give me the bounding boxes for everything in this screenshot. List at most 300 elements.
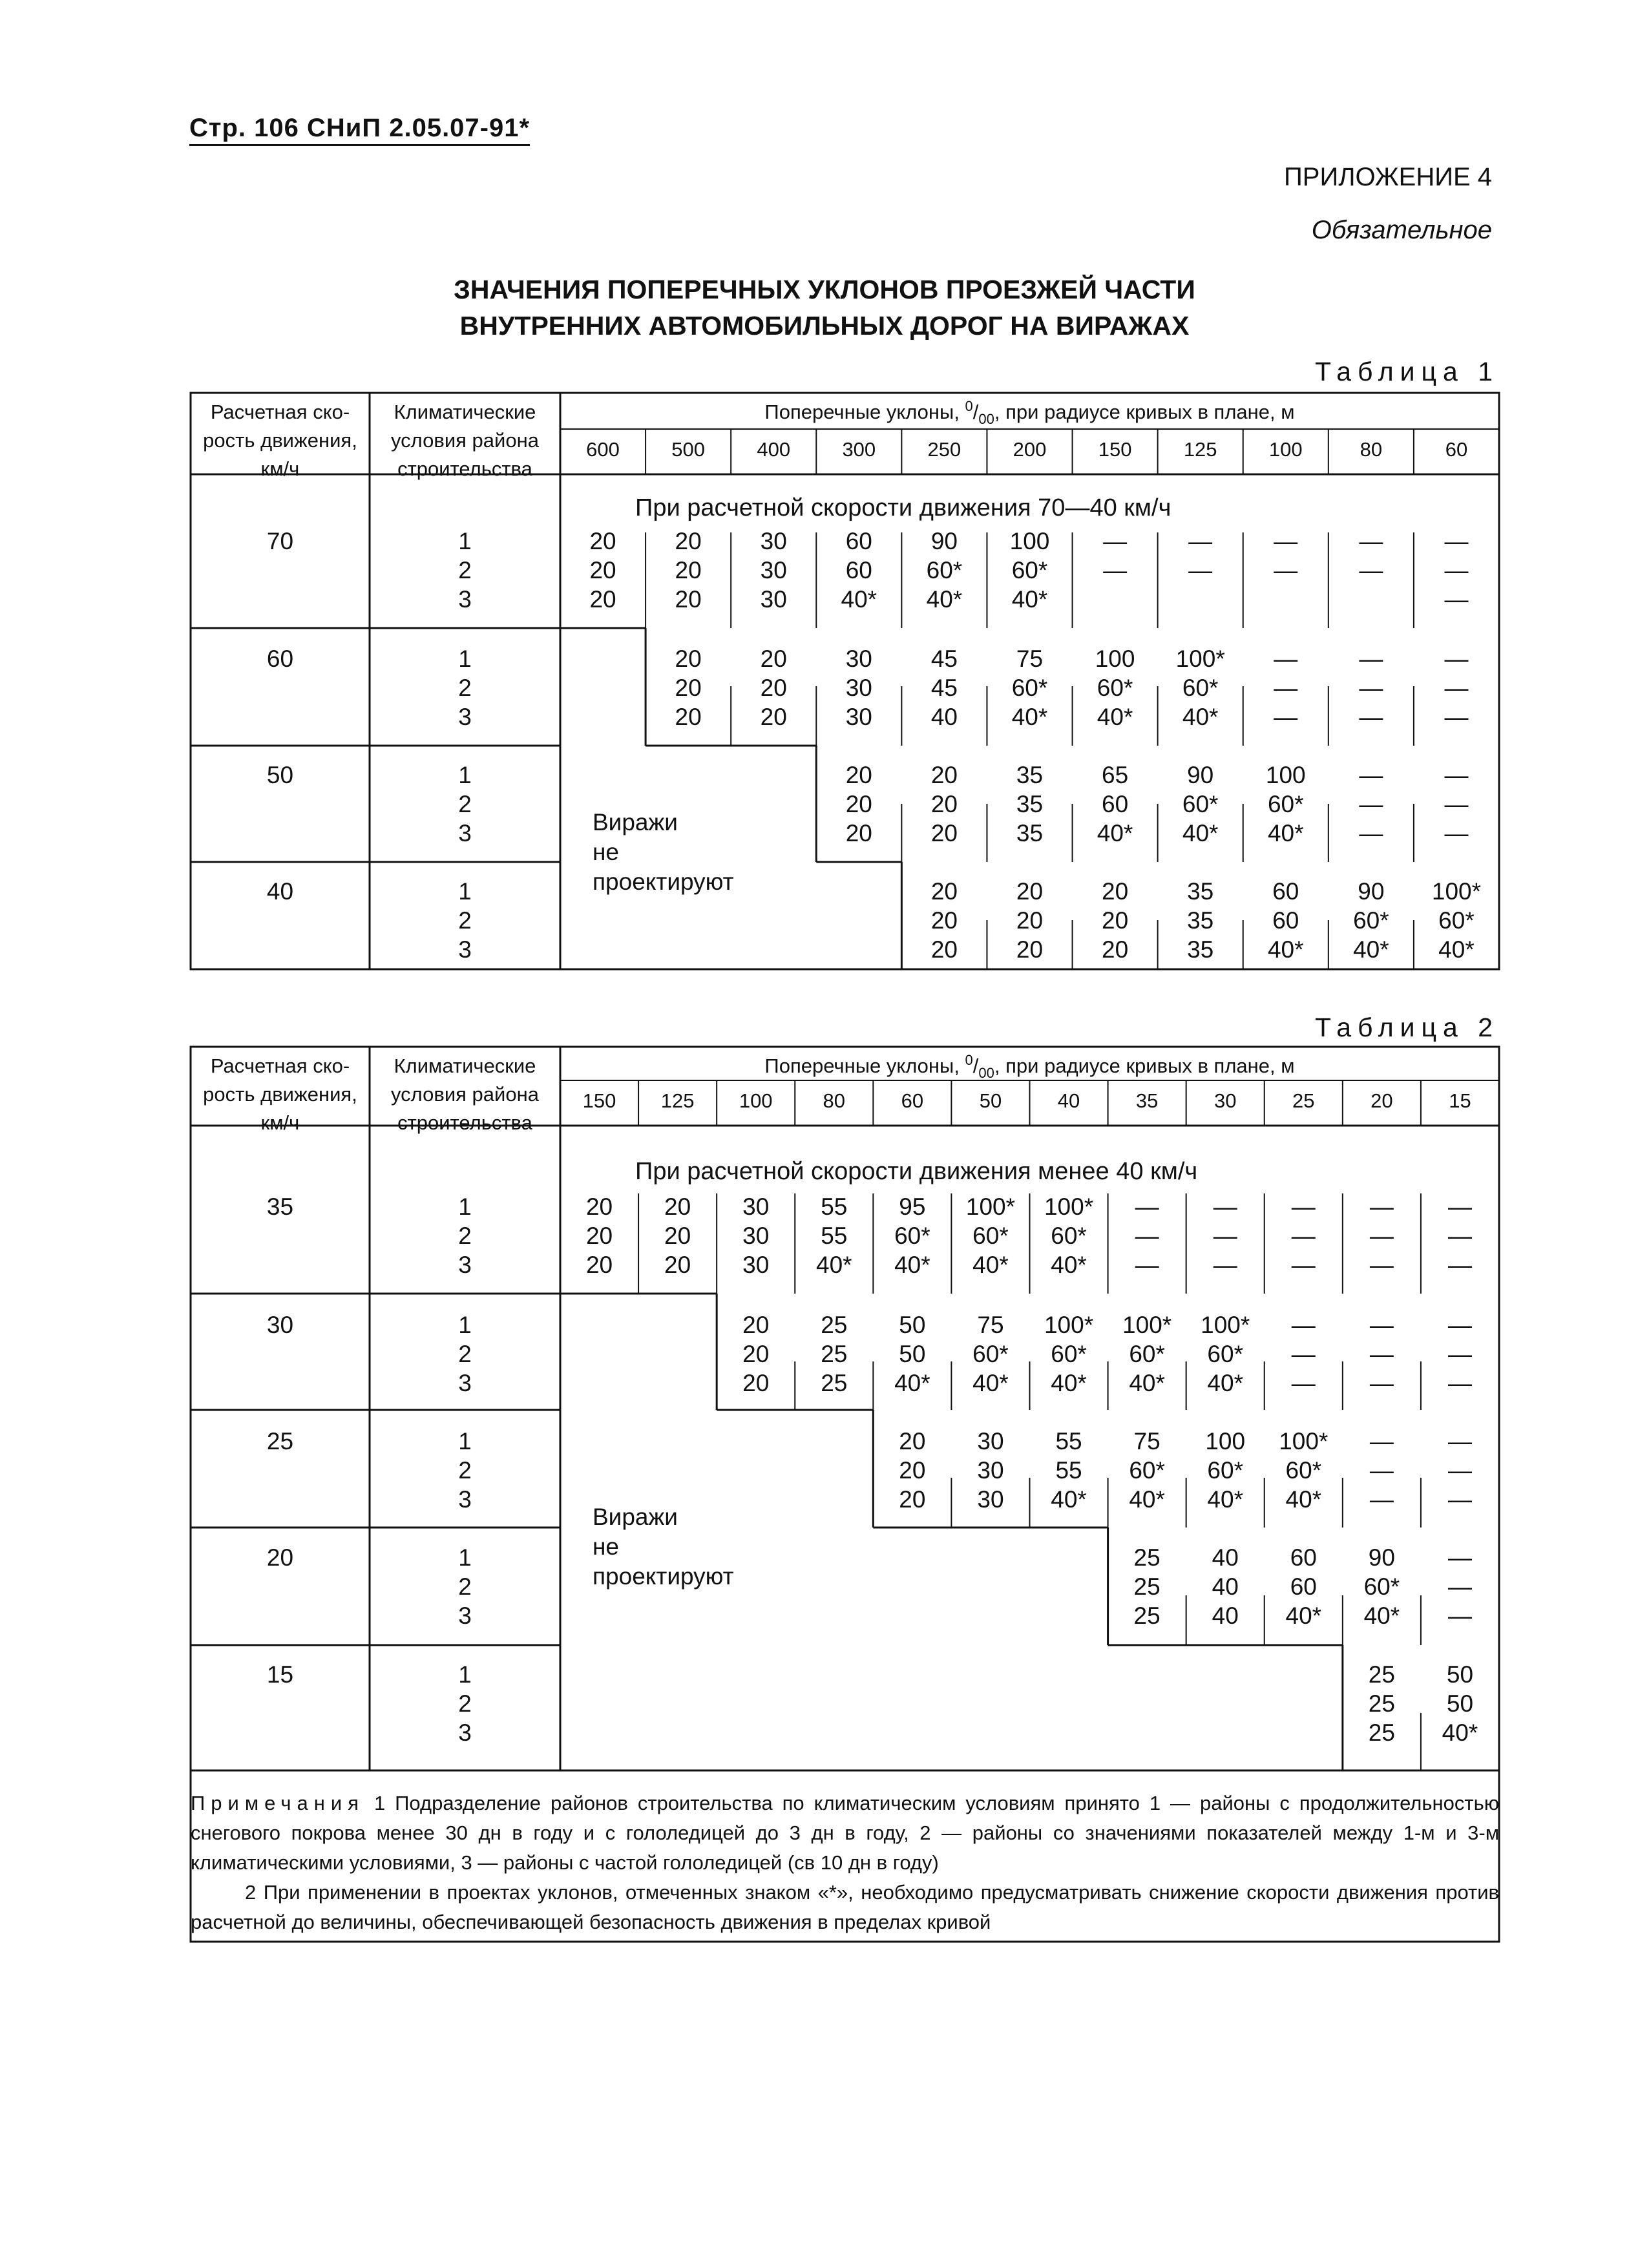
slope-value: 20 — [930, 791, 958, 817]
slope-value: 40 — [1212, 1544, 1239, 1571]
slope-value: — — [1444, 762, 1469, 788]
speed-value: 60 — [266, 646, 294, 672]
climate-zone: 2 — [458, 1573, 472, 1600]
slope-value: — — [1213, 1223, 1237, 1249]
slope-value: 40 — [930, 704, 958, 730]
speed-value: 40 — [266, 878, 294, 905]
note-2: 2 При применении в проектах уклонов, отмеченных знаком «*», необходимо предусматривать снижение скорости движения против расчетной до величины, обеспечивающей безопасность движения в пределах кривой — [191, 1881, 1499, 1933]
climate-zone: 3 — [458, 936, 472, 963]
climate-header: Климатические — [394, 1055, 536, 1077]
slope-value: 30 — [845, 675, 872, 701]
table1-section-title: При расчетной скорости движения 70—40 км/ч — [635, 494, 1171, 521]
slope-value: — — [1369, 1193, 1394, 1220]
slope-value: 20 — [589, 557, 616, 583]
slope-value: — — [1447, 1312, 1472, 1338]
slope-value: — — [1444, 704, 1469, 730]
slope-value: — — [1359, 557, 1383, 583]
slope-value: 40* — [1363, 1602, 1400, 1629]
slope-value: — — [1188, 528, 1213, 554]
slope-value: 20 — [845, 762, 872, 788]
slope-value: 60* — [972, 1223, 1009, 1249]
slope-value: 20 — [1016, 878, 1044, 905]
slope-value: 20 — [664, 1193, 691, 1220]
slope-value: 30 — [742, 1223, 770, 1249]
radius-header: 60 — [901, 1089, 924, 1112]
climate-zone: 1 — [458, 646, 472, 672]
climate-zone: 3 — [458, 1719, 472, 1746]
slope-value: — — [1369, 1252, 1394, 1278]
slope-value: 20 — [930, 878, 958, 905]
radius-header: 250 — [927, 438, 961, 461]
radius-header: 80 — [1360, 438, 1383, 461]
climate-header: условия района — [391, 429, 539, 452]
slope-value: 20 — [1016, 907, 1044, 934]
slope-value: 25 — [1133, 1573, 1161, 1600]
slope-value: — — [1447, 1486, 1472, 1513]
slope-value: 100 — [1009, 528, 1050, 554]
slope-value: — — [1447, 1252, 1472, 1278]
climate-zone: 1 — [458, 762, 472, 788]
slope-value: 40* — [1011, 586, 1048, 613]
slope-value: — — [1369, 1486, 1394, 1513]
slope-value: 40* — [1207, 1370, 1243, 1396]
slope-value: 20 — [675, 557, 702, 583]
slope-value: 100* — [1044, 1193, 1094, 1220]
slope-value: 100* — [1431, 878, 1482, 905]
slope-value: 35 — [1187, 936, 1214, 963]
climate-zone: 2 — [458, 675, 472, 701]
climate-zone: 3 — [458, 1602, 472, 1629]
speed-header: Расчетная ско- — [210, 1055, 350, 1077]
slope-value: 25 — [821, 1341, 848, 1367]
slope-value: 50 — [1446, 1661, 1474, 1688]
slope-value: 40* — [972, 1370, 1009, 1396]
slope-value: 40* — [1182, 820, 1219, 846]
slope-value: 35 — [1187, 878, 1214, 905]
slope-value: 60* — [1353, 907, 1389, 934]
slope-value: — — [1444, 820, 1469, 846]
slope-value: 60* — [1051, 1223, 1087, 1249]
slope-value: — — [1444, 646, 1469, 672]
slope-value: 60* — [1129, 1341, 1165, 1367]
slope-value: 60* — [1129, 1457, 1165, 1484]
slope-value: 30 — [845, 704, 872, 730]
slope-value: 40* — [841, 586, 877, 613]
slope-value: 35 — [1016, 762, 1044, 788]
slope-value: 40 — [1212, 1602, 1239, 1629]
slope-value: 45 — [930, 646, 958, 672]
slope-value: 65 — [1102, 762, 1129, 788]
speed-header: км/ч — [260, 457, 300, 480]
slope-value: 90 — [1187, 762, 1214, 788]
slope-value: 30 — [760, 557, 787, 583]
climate-header: Климатические — [394, 401, 536, 423]
speed-header: Расчетная ско- — [210, 401, 350, 423]
radius-header: 200 — [1013, 438, 1047, 461]
slope-value: 20 — [742, 1341, 770, 1367]
slope-value: 30 — [977, 1486, 1004, 1513]
slope-value: — — [1447, 1370, 1472, 1396]
notes-block — [191, 1789, 1499, 1937]
slope-value: — — [1188, 557, 1213, 583]
slope-value: 20 — [675, 704, 702, 730]
slope-value: 25 — [1368, 1690, 1395, 1717]
slope-value: 20 — [930, 820, 958, 846]
slope-value: 25 — [821, 1370, 848, 1396]
slope-value: — — [1447, 1457, 1472, 1484]
radius-header: 100 — [1268, 438, 1303, 461]
slope-value: 20 — [1016, 936, 1044, 963]
slope-value: 20 — [899, 1428, 926, 1454]
slope-value: 75 — [1016, 646, 1044, 672]
slope-value: 40* — [1097, 704, 1133, 730]
slope-value: 60* — [1207, 1457, 1243, 1484]
climate-header: строительства — [397, 457, 532, 480]
speed-value: 25 — [266, 1428, 294, 1454]
slope-value: — — [1291, 1341, 1316, 1367]
slope-value: 40* — [1442, 1719, 1478, 1746]
speed-value: 20 — [266, 1544, 294, 1571]
radius-header: 300 — [842, 438, 876, 461]
climate-zone: 2 — [458, 791, 472, 817]
slope-value: — — [1447, 1544, 1472, 1571]
slope-value: 60 — [1102, 791, 1129, 817]
slope-value: 40* — [926, 586, 963, 613]
no-banking-text: проектируют — [593, 868, 734, 895]
slope-value: 20 — [585, 1252, 613, 1278]
slope-value: 20 — [899, 1457, 926, 1484]
speed-value: 35 — [266, 1193, 294, 1220]
slope-value: 20 — [742, 1370, 770, 1396]
no-banking-text: Виражи — [593, 809, 678, 835]
slope-value: 50 — [899, 1312, 926, 1338]
slope-value: — — [1369, 1312, 1394, 1338]
slope-value: 20 — [760, 646, 787, 672]
slope-value: 100* — [965, 1193, 1016, 1220]
climate-header: условия района — [391, 1083, 539, 1106]
slope-value: 45 — [930, 675, 958, 701]
slope-value: 60 — [1272, 878, 1299, 905]
slope-value: 20 — [760, 704, 787, 730]
slope-value: — — [1274, 646, 1298, 672]
slope-value: — — [1359, 646, 1383, 672]
no-banking-text: не — [593, 1533, 620, 1560]
slope-value: 40 — [1212, 1573, 1239, 1600]
slope-value: 40* — [816, 1252, 852, 1278]
slope-value: 20 — [845, 791, 872, 817]
slope-value: — — [1135, 1223, 1159, 1249]
slope-value: — — [1444, 528, 1469, 554]
slope-value: 40* — [1051, 1370, 1087, 1396]
radius-header: 40 — [1057, 1089, 1080, 1112]
slope-value: 50 — [1446, 1690, 1474, 1717]
slope-value: 30 — [977, 1428, 1004, 1454]
slope-value: 20 — [930, 936, 958, 963]
slope-value: 20 — [845, 820, 872, 846]
climate-zone: 1 — [458, 1193, 472, 1220]
slope-value: — — [1444, 586, 1469, 613]
slope-value: 60 — [845, 528, 872, 554]
slope-value: 40* — [894, 1370, 930, 1396]
climate-zone: 2 — [458, 1690, 472, 1717]
slope-value: 20 — [585, 1193, 613, 1220]
appendix-status: Обязательное — [1311, 216, 1492, 244]
slope-value: 30 — [742, 1193, 770, 1220]
slope-value: 40* — [1051, 1252, 1087, 1278]
slope-value: 90 — [1368, 1544, 1395, 1571]
slope-value: 100* — [1279, 1428, 1329, 1454]
slope-value: 60 — [1290, 1544, 1317, 1571]
speed-header: рость движения, — [203, 1083, 357, 1106]
table2-frame — [191, 1047, 1499, 1770]
slope-value: 60* — [1097, 675, 1133, 701]
slope-value: 40* — [1182, 704, 1219, 730]
slope-value: — — [1291, 1312, 1316, 1338]
slope-value: 60* — [1051, 1341, 1087, 1367]
appendix-label: ПРИЛОЖЕНИЕ 4 — [1284, 163, 1492, 191]
slope-value: — — [1103, 528, 1128, 554]
climate-zone: 2 — [458, 907, 472, 934]
slope-value: 40* — [1438, 936, 1475, 963]
radius-header: 15 — [1449, 1089, 1471, 1112]
no-banking-text: проектируют — [593, 1563, 734, 1590]
slope-value: 20 — [930, 762, 958, 788]
slope-value: 100 — [1265, 762, 1306, 788]
slope-value: — — [1274, 528, 1298, 554]
slope-value: 40* — [894, 1252, 930, 1278]
slope-value: 40* — [1285, 1486, 1322, 1513]
climate-zone: 1 — [458, 1661, 472, 1688]
slope-value: 60 — [1290, 1573, 1317, 1600]
radius-header: 50 — [979, 1089, 1002, 1112]
climate-zone: 2 — [458, 557, 472, 583]
slope-value: — — [1447, 1341, 1472, 1367]
speed-value: 30 — [266, 1312, 294, 1338]
slope-value: 100 — [1095, 646, 1135, 672]
slope-value: 40* — [1129, 1370, 1165, 1396]
slope-value: — — [1359, 820, 1383, 846]
slope-value: — — [1135, 1252, 1159, 1278]
slope-value: — — [1135, 1193, 1159, 1220]
slope-value: 100* — [1122, 1312, 1172, 1338]
slope-value: 60* — [972, 1341, 1009, 1367]
slope-value: — — [1447, 1428, 1472, 1454]
slope-value: 40* — [1097, 820, 1133, 846]
slope-value: 55 — [821, 1193, 848, 1220]
slope-value: 25 — [821, 1312, 848, 1338]
slope-value: 40* — [1285, 1602, 1322, 1629]
slope-value: 40* — [1353, 936, 1389, 963]
no-banking-text: Виражи — [593, 1504, 678, 1530]
slope-value: 30 — [760, 528, 787, 554]
slope-value: 40* — [1267, 936, 1304, 963]
slope-value: — — [1369, 1341, 1394, 1367]
slope-value: 20 — [1102, 878, 1129, 905]
slope-value: — — [1213, 1252, 1237, 1278]
radius-header: 20 — [1371, 1089, 1393, 1112]
slope-value: 40* — [1267, 820, 1304, 846]
slope-value: — — [1359, 762, 1383, 788]
slope-value: — — [1369, 1428, 1394, 1454]
slope-value: 100 — [1205, 1428, 1246, 1454]
no-banking-text: не — [593, 839, 620, 865]
climate-header: строительства — [397, 1111, 532, 1134]
climate-zone: 3 — [458, 1486, 472, 1513]
slope-value: 90 — [1358, 878, 1385, 905]
note-1-text: 1 Подразделение районов строительства по климатическим условиям принято 1 — районы с продолжительностью снегового покрова менее 30 дн в году и с гололедицей до 3 дн в году, 2 — районы со значениями показателей между 1-м и 3-м климатическими условиями, 3 — районы с частой гололедицей (св 10 дн в году) — [191, 1792, 1499, 1874]
slope-value: 60* — [1438, 907, 1475, 934]
table1-frame — [191, 393, 1499, 969]
slope-value: — — [1103, 557, 1128, 583]
slope-value: 20 — [664, 1252, 691, 1278]
slope-value: 60* — [1363, 1573, 1400, 1600]
speed-value: 70 — [266, 528, 294, 554]
radius-header: 150 — [1098, 438, 1132, 461]
slope-value: — — [1291, 1223, 1316, 1249]
slope-value: — — [1274, 675, 1298, 701]
note-1 — [191, 1789, 1499, 1878]
climate-zone: 1 — [458, 1544, 472, 1571]
climate-zone: 2 — [458, 1341, 472, 1367]
slope-value: 20 — [664, 1223, 691, 1249]
slope-value: — — [1447, 1602, 1472, 1629]
slope-value: 60* — [1011, 675, 1048, 701]
slope-value: — — [1291, 1193, 1316, 1220]
radius-header: 500 — [671, 438, 706, 461]
slope-value: — — [1444, 675, 1469, 701]
slope-value: — — [1444, 791, 1469, 817]
title-line-1: ЗНАЧЕНИЯ ПОПЕРЕЧНЫХ УКЛОНОВ ПРОЕЗЖЕЙ ЧАСТИ — [454, 275, 1195, 304]
climate-zone: 1 — [458, 528, 472, 554]
slope-value: 60 — [845, 557, 872, 583]
slope-value: 30 — [977, 1457, 1004, 1484]
table1-label: Таблица 1 — [1315, 357, 1499, 386]
slope-value: 100* — [1175, 646, 1225, 672]
slope-value: 60 — [1272, 907, 1299, 934]
slope-value: 75 — [1133, 1428, 1161, 1454]
slope-value: 35 — [1016, 791, 1044, 817]
slope-value: 20 — [675, 646, 702, 672]
climate-zone: 3 — [458, 1370, 472, 1396]
radius-header: 600 — [586, 438, 620, 461]
slope-value: — — [1447, 1223, 1472, 1249]
slope-value: 100* — [1201, 1312, 1250, 1338]
slope-value: 20 — [1102, 907, 1129, 934]
climate-zone: 2 — [458, 1457, 472, 1484]
slope-value: — — [1369, 1223, 1394, 1249]
slope-value: — — [1359, 704, 1383, 730]
slope-value: — — [1291, 1370, 1316, 1396]
slope-value: — — [1359, 675, 1383, 701]
climate-zone: 1 — [458, 878, 472, 905]
slope-value: 25 — [1133, 1602, 1161, 1629]
slopes-header: Поперечные уклоны, $^0/_{00}$, при радиусе кривых в плане, м — [764, 1052, 1295, 1081]
radius-header: 125 — [1183, 438, 1217, 461]
slope-value: — — [1359, 791, 1383, 817]
slope-value: 55 — [1055, 1457, 1082, 1484]
slope-value: 25 — [1133, 1544, 1161, 1571]
slope-value: 60* — [1267, 791, 1304, 817]
slope-value: 100* — [1044, 1312, 1094, 1338]
climate-zone: 3 — [458, 820, 472, 846]
notes-label: Примечания — [191, 1792, 364, 1814]
slope-value: — — [1274, 704, 1298, 730]
climate-zone: 1 — [458, 1428, 472, 1454]
radius-header: 80 — [823, 1089, 846, 1112]
slope-value: 35 — [1187, 907, 1214, 934]
slope-value: 30 — [760, 586, 787, 613]
radius-header: 60 — [1445, 438, 1468, 461]
slope-value: 60* — [894, 1223, 930, 1249]
slope-value: 55 — [1055, 1428, 1082, 1454]
slope-value: 40* — [972, 1252, 1009, 1278]
radius-header: 30 — [1213, 1089, 1237, 1112]
radius-header: 125 — [660, 1089, 695, 1112]
slope-value: 20 — [589, 586, 616, 613]
slope-value: 60* — [1011, 557, 1048, 583]
slope-value: 20 — [930, 907, 958, 934]
slope-value: — — [1359, 528, 1383, 554]
slope-value: 20 — [899, 1486, 926, 1513]
radius-header: 100 — [739, 1089, 773, 1112]
slope-value: — — [1291, 1252, 1316, 1278]
slope-value: 75 — [977, 1312, 1004, 1338]
slope-value: 60* — [1182, 675, 1219, 701]
slope-value: — — [1274, 557, 1298, 583]
slope-value: 90 — [930, 528, 958, 554]
slope-value: 20 — [742, 1312, 770, 1338]
radius-header: 150 — [582, 1089, 616, 1112]
speed-value: 15 — [266, 1661, 294, 1688]
slope-value: 35 — [1016, 820, 1044, 846]
slope-value: 40* — [1129, 1486, 1165, 1513]
climate-zone: 3 — [458, 586, 472, 613]
slope-value: 20 — [675, 528, 702, 554]
climate-zone: 3 — [458, 1252, 472, 1278]
slope-value: — — [1369, 1457, 1394, 1484]
slope-value: 20 — [585, 1223, 613, 1249]
slope-value: — — [1213, 1193, 1237, 1220]
radius-header: 400 — [757, 438, 791, 461]
speed-value: 50 — [266, 762, 294, 788]
slope-value: 60* — [1182, 791, 1219, 817]
climate-zone: 3 — [458, 704, 472, 730]
slope-value: — — [1444, 557, 1469, 583]
slope-value: 20 — [1102, 936, 1129, 963]
slope-value: 30 — [742, 1252, 770, 1278]
table2-section-title: При расчетной скорости движения менее 40 км/ч — [635, 1158, 1198, 1185]
slope-value: 40* — [1051, 1486, 1087, 1513]
slope-value: 20 — [760, 675, 787, 701]
slope-value: 25 — [1368, 1719, 1395, 1746]
slope-value: 60* — [1285, 1457, 1322, 1484]
slope-value: 95 — [899, 1193, 926, 1220]
slope-value: 25 — [1368, 1661, 1395, 1688]
slope-value: 60* — [1207, 1341, 1243, 1367]
radius-header: 35 — [1135, 1089, 1159, 1112]
slope-value: 50 — [899, 1341, 926, 1367]
radius-header: 25 — [1292, 1089, 1315, 1112]
table2-label: Таблица 2 — [1315, 1013, 1499, 1042]
slope-value: 40* — [1207, 1486, 1243, 1513]
slope-value: — — [1447, 1193, 1472, 1220]
slope-value: — — [1447, 1573, 1472, 1600]
slope-value: 60* — [926, 557, 963, 583]
slope-value: 55 — [821, 1223, 848, 1249]
running-header: Стр. 106 СНиП 2.05.07-91* — [189, 114, 530, 146]
slope-value: 20 — [675, 586, 702, 613]
slopes-header: Поперечные уклоны, $^0/_{00}$, при радиусе кривых в плане, м — [764, 398, 1295, 427]
